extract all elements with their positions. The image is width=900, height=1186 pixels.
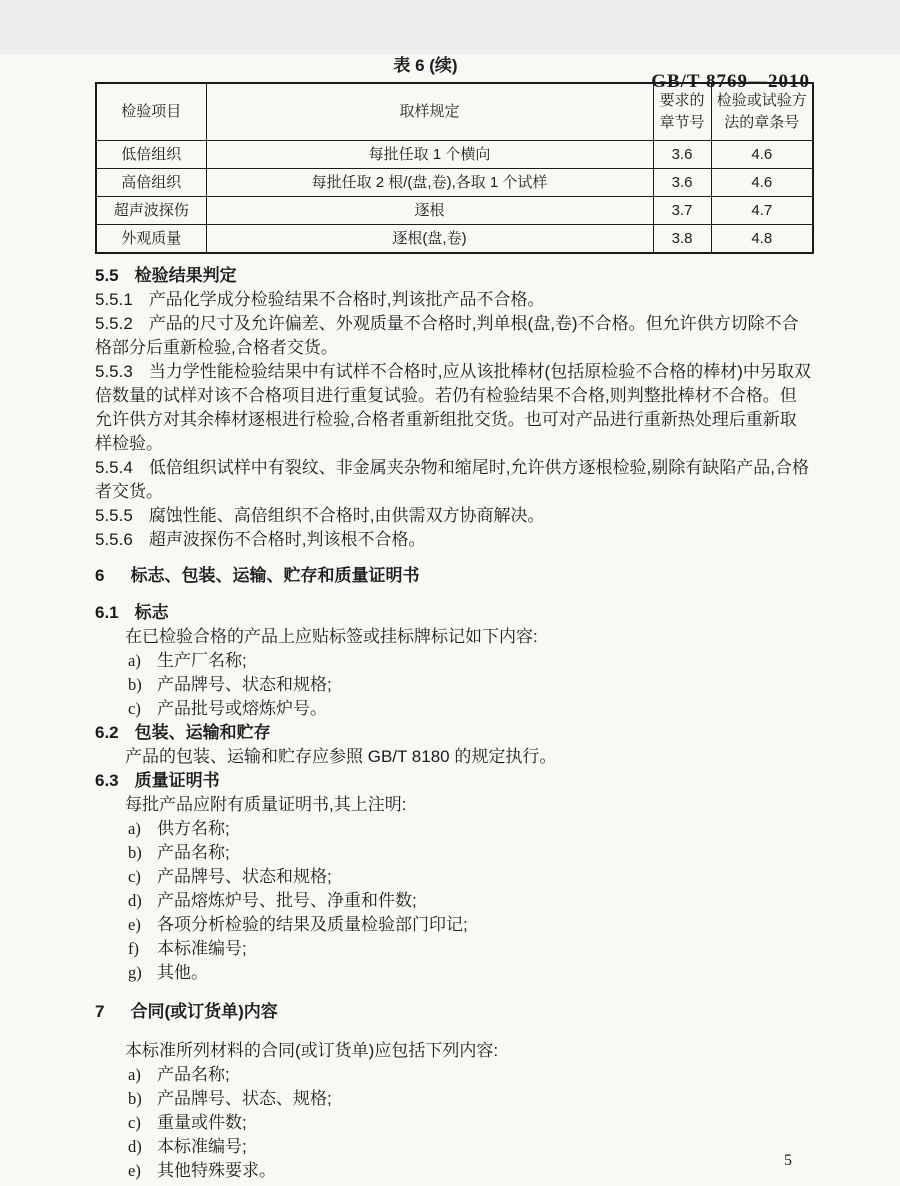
clause-paragraph-5-5-4: [95, 456, 812, 504]
clause-heading-5-5: [95, 264, 812, 288]
cell-sampling: 每批任取 1 个横向: [206, 141, 653, 169]
clause-paragraph-5-5-5: [95, 504, 812, 528]
list-item-tag: b): [128, 1089, 142, 1108]
col-header-inspection-item: 检验项目: [96, 83, 206, 141]
list-item-tag: a): [128, 1065, 141, 1084]
list-item-text: 产品名称;: [157, 843, 230, 862]
clause-heading-6-3: [95, 769, 812, 793]
list-item-tag: b): [128, 675, 142, 694]
cell-requirement: 3.6: [653, 169, 711, 197]
table-row: [96, 169, 813, 197]
clause-heading-6: [95, 564, 812, 588]
cell-method: 4.6: [711, 169, 813, 197]
list-item-tag: e): [128, 915, 141, 934]
cell-item: 低倍组织: [96, 141, 206, 169]
list-item-text: 产品牌号、状态、规格;: [157, 1089, 332, 1108]
list-item-tag: e): [128, 1161, 141, 1180]
clause-title: 合同(或订货单)内容: [130, 1002, 278, 1021]
clause-number: 6.1: [95, 603, 119, 622]
cell-item: 超声波探伤: [96, 197, 206, 225]
clause-text: 产品的尺寸及允许偏差、外观质量不合格时,判单根(盘,卷)不合格。但允许供方切除不合格部分后重新检验,合格者交货。: [95, 314, 799, 357]
clause-number: 5.5.1: [95, 290, 133, 309]
list-item-tag: f): [128, 939, 139, 958]
document-page: [0, 54, 900, 1186]
cell-sampling: 每批任取 2 根/(盘,卷),各取 1 个试样: [206, 169, 653, 197]
list-item-tag: c): [128, 867, 141, 886]
cell-requirement: 3.6: [653, 141, 711, 169]
list-item-text: 其他。: [157, 963, 208, 982]
list-item: [95, 865, 812, 889]
clause-paragraph-5-5-6: [95, 528, 812, 552]
clause-text: 低倍组织试样中有裂纹、非金属夹杂物和缩尾时,允许供方逐根检验,剔除有缺陷产品,合格者交货。: [95, 458, 809, 501]
clause-heading-6-2: [95, 721, 812, 745]
clause-text: 产品化学成分检验结果不合格时,判该批产品不合格。: [148, 290, 545, 309]
clause-number: 7: [95, 1002, 105, 1021]
list-item: [95, 913, 812, 937]
list-item-tag: d): [128, 1137, 142, 1156]
clause-intro-6-3: 每批产品应附有质量证明书,其上注明:: [125, 795, 407, 814]
clause-title: 检验结果判定: [134, 266, 237, 285]
cell-requirement: 3.8: [653, 225, 711, 254]
clause-text: 腐蚀性能、高倍组织不合格时,由供需双方协商解决。: [148, 506, 545, 525]
list-item: [95, 1111, 812, 1135]
list-item-text: 产品批号或熔炼炉号。: [157, 699, 327, 718]
list-item: [95, 697, 812, 721]
clause-number: 5.5.2: [95, 314, 133, 333]
clause-heading-6-1: [95, 601, 812, 625]
cell-sampling: 逐根: [206, 197, 653, 225]
list-item-tag: d): [128, 891, 142, 910]
clause-number: 6.3: [95, 771, 119, 790]
clause-title: 标志: [134, 603, 169, 622]
list-item-text: 各项分析检验的结果及质量检验部门印记;: [157, 915, 468, 934]
list-item: [95, 1159, 812, 1183]
clause-paragraph-5-5-1: [95, 288, 812, 312]
list-item-tag: b): [128, 843, 142, 862]
list-item-text: 重量或件数;: [157, 1113, 247, 1132]
page-content: [95, 54, 812, 1183]
clause-heading-7: [95, 1000, 812, 1024]
list-item: [95, 937, 812, 961]
list-item-tag: a): [128, 651, 141, 670]
list-item: [95, 817, 812, 841]
clause-number: 5.5.6: [95, 530, 133, 549]
table-caption: 表 6 (续): [393, 56, 458, 75]
clause-body-6-2: 产品的包装、运输和贮存应参照 GB/T 8180 的规定执行。: [125, 747, 557, 766]
list-item-text: 生产厂名称;: [157, 651, 247, 670]
list-item: [95, 1135, 812, 1159]
col-header-method: 检验或试验方法的章条号: [711, 83, 813, 141]
clause-title: 标志、包装、运输、贮存和质量证明书: [130, 566, 420, 585]
standard-code: GB/T 8769—2010: [651, 71, 810, 92]
cell-item: 高倍组织: [96, 169, 206, 197]
clause-text: 超声波探伤不合格时,判该根不合格。: [148, 530, 426, 549]
clause-number: 5.5.5: [95, 506, 133, 525]
clause-paragraph-5-5-2: [95, 312, 812, 360]
list-item: [95, 1087, 812, 1111]
clause-number: 5.5.3: [95, 362, 133, 381]
clause-number: 5.5: [95, 266, 119, 285]
list-item-tag: c): [128, 699, 141, 718]
list-item: [95, 649, 812, 673]
clause-title: 质量证明书: [134, 771, 220, 790]
col-header-sampling: 取样规定: [206, 83, 653, 141]
clause-number: 6.2: [95, 723, 119, 742]
list-item-text: 本标准编号;: [157, 939, 247, 958]
list-item: [95, 841, 812, 865]
clause-text: 当力学性能检验结果中有试样不合格时,应从该批棒材(包括原检验不合格的棒材)中另取双倍数量的试样对该不合格项目进行重复试验。若仍有检验结果不合格,则判整批棒材不合格。但允许供方对其余棒材逐根进行检验,合格者重新组批交货。也可对产品进行重新热处理后重新取样检验。: [95, 362, 811, 453]
list-item: [95, 889, 812, 913]
clause-intro-7: 本标准所列材料的合同(或订货单)应包括下列内容:: [125, 1041, 499, 1060]
list-item-text: 产品牌号、状态和规格;: [157, 675, 332, 694]
list-item-text: 本标准编号;: [157, 1137, 247, 1156]
clause-number: 5.5.4: [95, 458, 133, 477]
clause-number: 6: [95, 566, 105, 585]
list-item-text: 产品名称;: [157, 1065, 230, 1084]
list-item-text: 供方名称;: [157, 819, 230, 838]
cell-requirement: 3.7: [653, 197, 711, 225]
list-item: [95, 673, 812, 697]
page-number: 5: [784, 1152, 792, 1169]
cell-method: 4.7: [711, 197, 813, 225]
cell-method: 4.6: [711, 141, 813, 169]
cell-sampling: 逐根(盘,卷): [206, 225, 653, 254]
clause-paragraph-5-5-3: [95, 360, 812, 456]
clause-intro-6-1: 在已检验合格的产品上应贴标签或挂标牌标记如下内容:: [125, 627, 538, 646]
table-row: [96, 225, 813, 254]
inspection-table: [95, 82, 814, 254]
clause-title: 包装、运输和贮存: [134, 723, 271, 742]
list-item-text: 产品熔炼炉号、批号、净重和件数;: [157, 891, 417, 910]
list-item-text: 产品牌号、状态和规格;: [157, 867, 332, 886]
list-item: [95, 1063, 812, 1087]
list-item-tag: g): [128, 963, 142, 982]
table-row: [96, 197, 813, 225]
table-row: [96, 141, 813, 169]
col-header-requirement: 要求的章节号: [653, 83, 711, 141]
list-item-tag: c): [128, 1113, 141, 1132]
list-item-text: 其他特殊要求。: [157, 1161, 276, 1180]
cell-item: 外观质量: [96, 225, 206, 254]
list-item: [95, 961, 812, 985]
list-item-tag: a): [128, 819, 141, 838]
cell-method: 4.8: [711, 225, 813, 254]
